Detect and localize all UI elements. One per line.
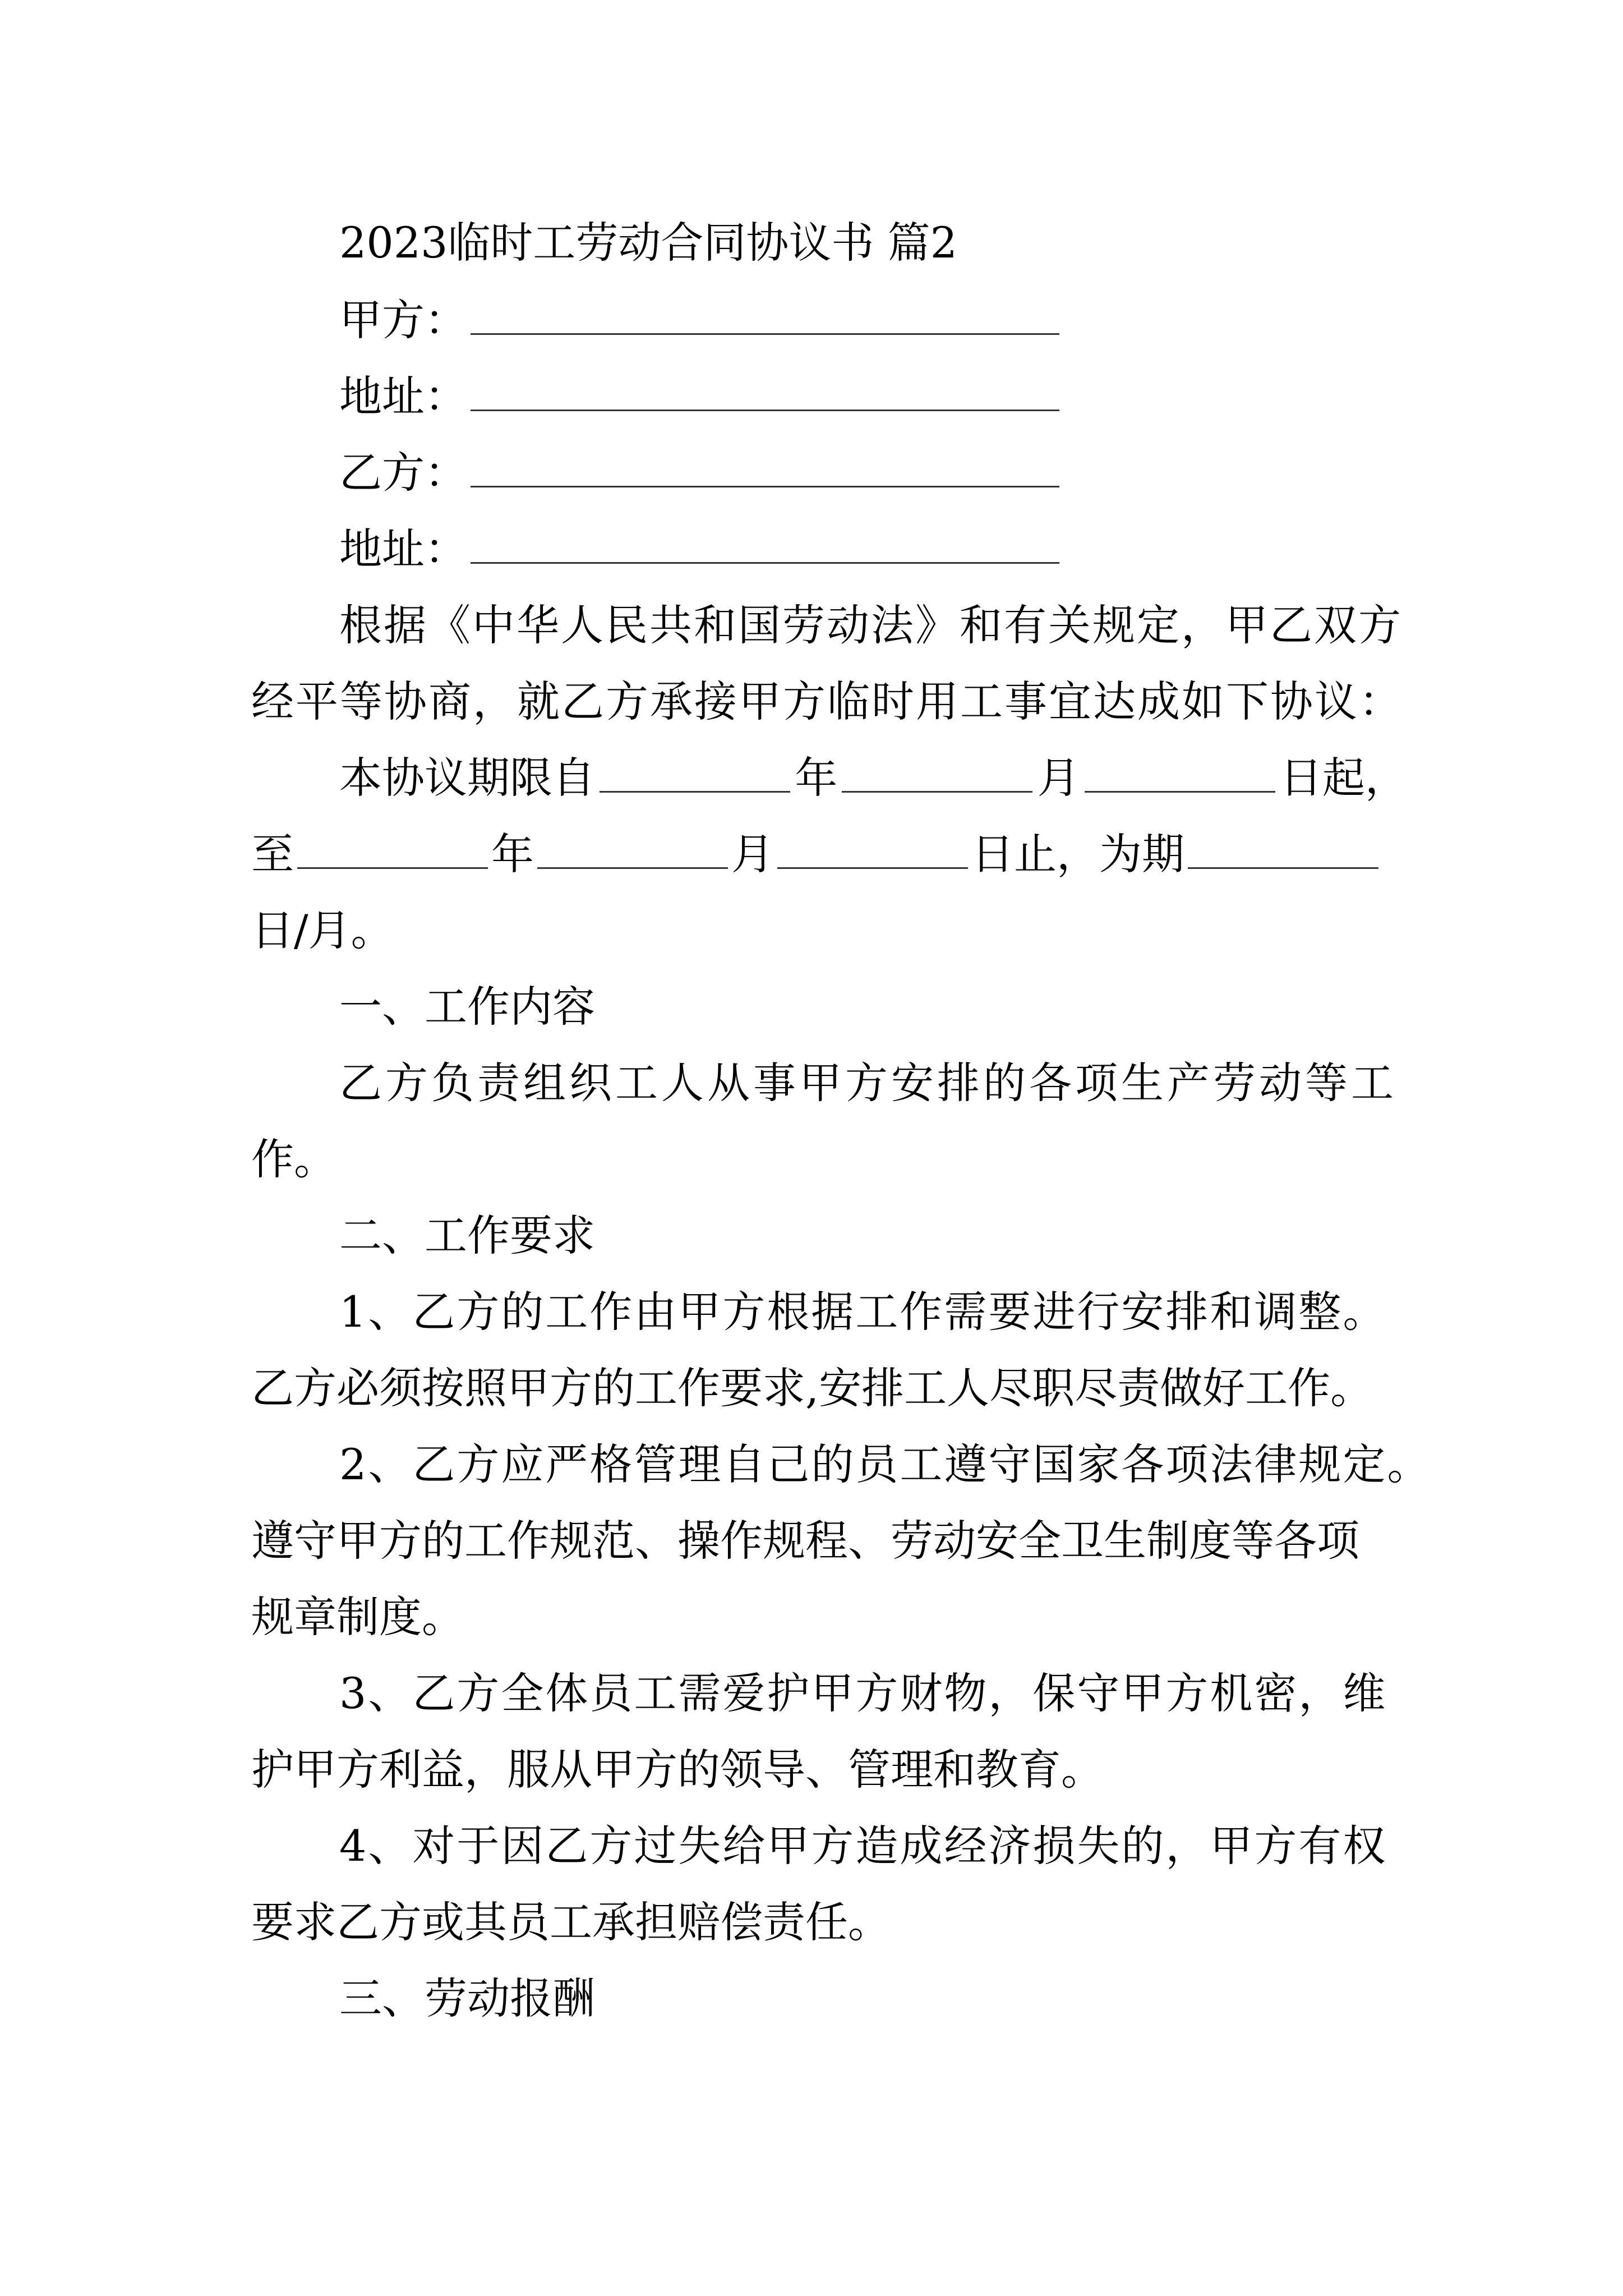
intro-line-1: 根据《中华人民共和国劳动法》和有关规定，甲乙双方	[339, 600, 1403, 650]
duration-blank[interactable]	[1188, 836, 1378, 869]
party-b-address-blank[interactable]	[471, 533, 1059, 564]
section-two-item-1-line-2: 乙方必须按照甲方的工作要求,安排工人尽职尽责做好工作。	[251, 1363, 1373, 1413]
section-one-heading: 一、工作内容	[339, 982, 595, 1032]
section-two-item-2-line-2: 遵守甲方的工作规范、操作规程、劳动安全卫生制度等各项	[251, 1516, 1359, 1566]
end-year-blank[interactable]	[297, 836, 488, 869]
intro-line-2: 经平等协商，就乙方承接甲方临时用工事宜达成如下协议：	[251, 677, 1403, 726]
end-day-unit: 日止，为期	[971, 829, 1184, 879]
section-two-item-4-line-2: 要求乙方或其员工承担赔偿责任。	[251, 1897, 891, 1947]
end-month-unit: 月	[731, 829, 774, 879]
section-three-heading: 三、劳动报酬	[339, 1973, 595, 2023]
party-a-blank[interactable]	[471, 304, 1059, 335]
start-month-unit: 月	[1037, 753, 1080, 803]
section-two-item-2-line-3: 规章制度。	[251, 1592, 464, 1642]
start-year-unit: 年	[795, 753, 838, 803]
party-b-address-label: 地址：	[339, 524, 467, 574]
section-two-item-4-line-1: 4、对于因乙方过失给甲方造成经济损失的，甲方有权	[339, 1821, 1387, 1871]
start-day-blank[interactable]	[1085, 760, 1275, 793]
party-b-label: 乙方：	[339, 448, 467, 498]
party-a-address-label: 地址：	[339, 371, 467, 421]
section-two-item-1-line-1: 1、乙方的工作由甲方根据工作需要进行安排和调整。	[339, 1287, 1387, 1337]
party-a-label: 甲方：	[339, 295, 467, 345]
party-a-address-blank[interactable]	[471, 380, 1059, 411]
section-two-heading: 二、工作要求	[339, 1211, 595, 1260]
start-day-unit: 日起，	[1279, 753, 1408, 803]
party-a-field	[339, 295, 1059, 345]
term-line-1	[339, 753, 1408, 803]
section-one-text-2: 作。	[251, 1134, 336, 1184]
term-line-2	[251, 829, 1378, 879]
party-b-blank[interactable]	[471, 457, 1059, 487]
term-line-3: 日/月。	[251, 905, 394, 955]
section-two-item-2-line-1: 2、乙方应严格管理自己的员工遵守国家各项法律规定。	[339, 1439, 1432, 1489]
start-month-blank[interactable]	[842, 760, 1032, 793]
start-year-blank[interactable]	[600, 760, 790, 793]
party-a-address-field	[339, 371, 1059, 421]
term-prefix: 本协议期限自	[339, 753, 595, 803]
end-year-unit: 年	[491, 829, 534, 879]
section-two-item-3-line-2: 护甲方利益，服从甲方的领导、管理和教育。	[251, 1745, 1104, 1795]
term-to: 至	[251, 829, 294, 879]
end-day-blank[interactable]	[777, 836, 968, 869]
end-month-blank[interactable]	[537, 836, 728, 869]
document-title: 2023临时工劳动合同协议书 篇2	[339, 218, 957, 268]
section-two-item-3-line-1: 3、乙方全体员工需爱护甲方财物，保守甲方机密，维	[339, 1668, 1387, 1718]
party-b-address-field	[339, 524, 1059, 574]
party-b-field	[339, 448, 1059, 498]
section-one-text-1: 乙方负责组织工人从事甲方安排的各项生产劳动等工	[339, 1058, 1397, 1108]
